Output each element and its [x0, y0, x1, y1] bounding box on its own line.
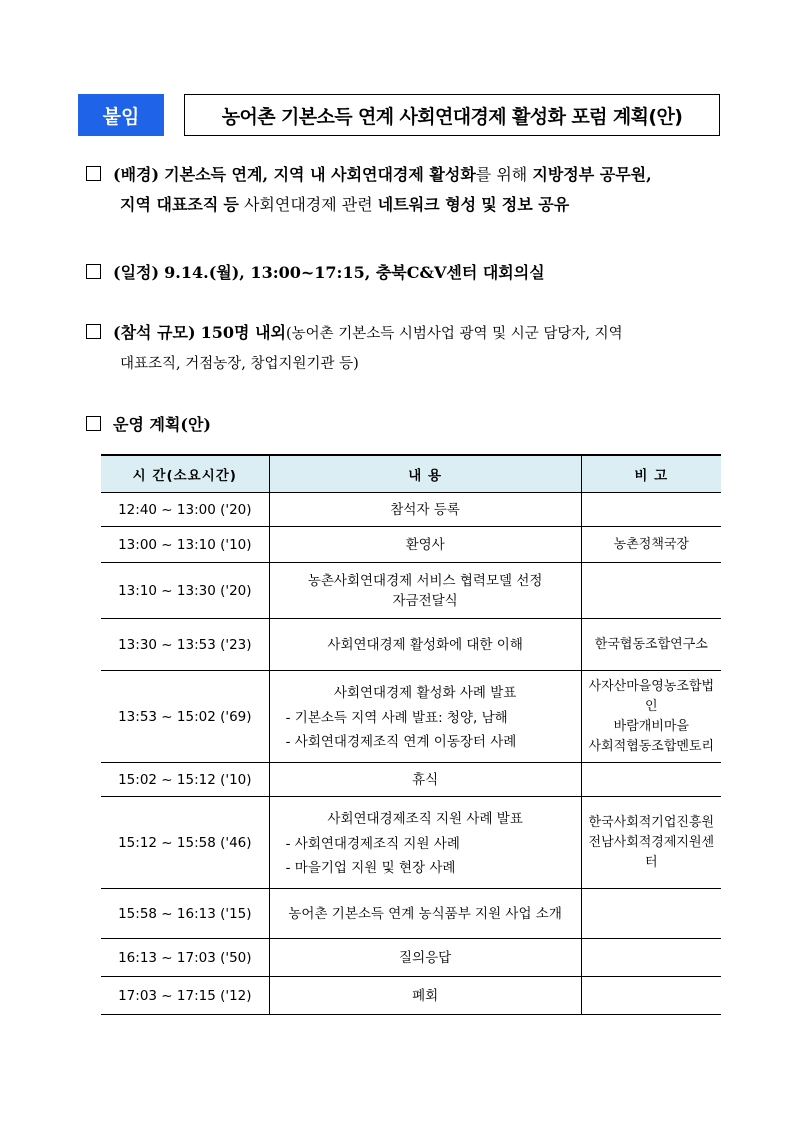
table-row: [101, 493, 721, 527]
table-header-row: [101, 455, 721, 493]
header-note: 비 고: [581, 455, 721, 493]
row-time: 17:03 ~ 17:15 ('12): [101, 977, 269, 1015]
row-content-sub: - 사회연대경제조직 연계 이동장터 사례: [285, 733, 517, 750]
section-schedule: [86, 258, 746, 288]
section-plan: [86, 410, 746, 440]
table-row: [101, 889, 721, 939]
plan-label: 운영 계획(안): [113, 415, 211, 434]
attendees-line-1: [86, 318, 746, 349]
row-time: 12:40 ~ 13:00 ('20): [101, 493, 269, 527]
row-content-sub: - 기본소득 지역 사례 발표: 청양, 남해: [285, 709, 508, 726]
attachment-badge: 붙임: [78, 94, 164, 136]
row-note: [581, 563, 721, 619]
attendees-count: 150명 내외: [200, 323, 286, 342]
row-note: [581, 977, 721, 1015]
row-content-line-2: 자금전달식: [392, 592, 458, 609]
row-content-sub: - 마을기업 지원 및 현장 사례: [285, 859, 456, 876]
row-time: 13:10 ~ 13:30 ('20): [101, 563, 269, 619]
row-content: 질의응답: [269, 939, 581, 977]
row-content: 휴식: [269, 763, 581, 797]
row-note: [581, 493, 721, 527]
checkbox-icon: [86, 324, 101, 339]
background-text-4: 및: [481, 195, 497, 214]
header-time: 시 간(소요시간): [101, 455, 269, 493]
section-attendees: [86, 318, 746, 379]
row-note-line: 사회적협동조합멘토리: [588, 738, 715, 754]
row-note: [581, 763, 721, 797]
row-note: [581, 939, 721, 977]
row-content-line-1: 농촌사회연대경제 서비스 협력모델 선정: [307, 572, 543, 589]
row-note: [581, 671, 721, 763]
table-row: [101, 939, 721, 977]
table-row: [101, 563, 721, 619]
background-text-2: 등: [223, 195, 239, 214]
background-text-3: 사회연대경제 관련: [243, 195, 373, 214]
row-content-title: 사회연대경제조직 지원 사례 발표: [327, 810, 523, 827]
row-time: 15:58 ~ 16:13 ('15): [101, 889, 269, 939]
background-line-1: [86, 160, 746, 190]
background-bold-2: 지방정부 공무원,: [532, 165, 652, 184]
row-content-sub: - 사회연대경제조직 지원 사례: [285, 835, 460, 852]
row-note: [581, 797, 721, 889]
row-content: 사회연대경제 활성화에 대한 이해: [269, 619, 581, 671]
row-content: 환영사: [269, 527, 581, 563]
attendees-detail-1: (농어촌 기본소득 시범사업 광역 및 시군 담당자, 지역: [285, 326, 623, 342]
attendees-detail-2: 대표조직, 거점농장, 창업지원기관 등): [120, 356, 359, 372]
document-title: 농어촌 기본소득 연계 사회연대경제 활성화 포럼 계획(안): [184, 94, 720, 136]
checkbox-icon: [86, 166, 101, 181]
background-line-2: [86, 190, 746, 220]
checkbox-icon: [86, 416, 101, 431]
table-row: [101, 619, 721, 671]
row-time: 16:13 ~ 17:03 ('50): [101, 939, 269, 977]
attendees-label: (참석 규모): [113, 323, 196, 342]
row-content: [269, 563, 581, 619]
background-bold-3: 지역 대표조직: [120, 195, 219, 214]
table-row: [101, 797, 721, 889]
schedule-text: 9.14.(월), 13:00~17:15, 충북C&V센터 대회의실: [164, 263, 545, 282]
row-time: 15:12 ~ 15:58 ('46): [101, 797, 269, 889]
row-note-line: 바람개비마을: [613, 718, 689, 734]
table-row: [101, 527, 721, 563]
row-time: 13:00 ~ 13:10 ('10): [101, 527, 269, 563]
row-content: 폐회: [269, 977, 581, 1015]
table-row: [101, 977, 721, 1015]
table-row: [101, 671, 721, 763]
row-note-line: 사자산마을영농조합법인: [588, 678, 715, 714]
row-time: 15:02 ~ 15:12 ('10): [101, 763, 269, 797]
background-bold-4: 네트워크 형성: [377, 195, 477, 214]
row-note-line: 한국사회적기업진흥원: [588, 814, 715, 830]
row-content: [269, 671, 581, 763]
section-background: [86, 160, 746, 220]
background-bold-5: 정보 공유: [501, 195, 570, 214]
row-content: 참석자 등록: [269, 493, 581, 527]
background-label: (배경): [113, 165, 160, 184]
row-content-title: 사회연대경제 활성화 사례 발표: [333, 684, 517, 701]
row-time: 13:30 ~ 13:53 ('23): [101, 619, 269, 671]
background-bold-1: 기본소득 연계, 지역 내 사회연대경제 활성화: [164, 165, 476, 184]
row-note: 한국협동조합연구소: [581, 619, 721, 671]
row-note-line: 전남사회적경제지원센터: [588, 834, 715, 870]
schedule-table: [101, 454, 721, 1015]
row-time: 13:53 ~ 15:02 ('69): [101, 671, 269, 763]
schedule-label: (일정): [113, 263, 160, 282]
row-content: 농어촌 기본소득 연계 농식품부 지원 사업 소개: [269, 889, 581, 939]
background-text-1: 를 위해: [475, 165, 528, 184]
row-note: 농촌정책국장: [581, 527, 721, 563]
row-note: [581, 889, 721, 939]
table-row: [101, 763, 721, 797]
row-content: [269, 797, 581, 889]
checkbox-icon: [86, 264, 101, 279]
header-content: 내 용: [269, 455, 581, 493]
